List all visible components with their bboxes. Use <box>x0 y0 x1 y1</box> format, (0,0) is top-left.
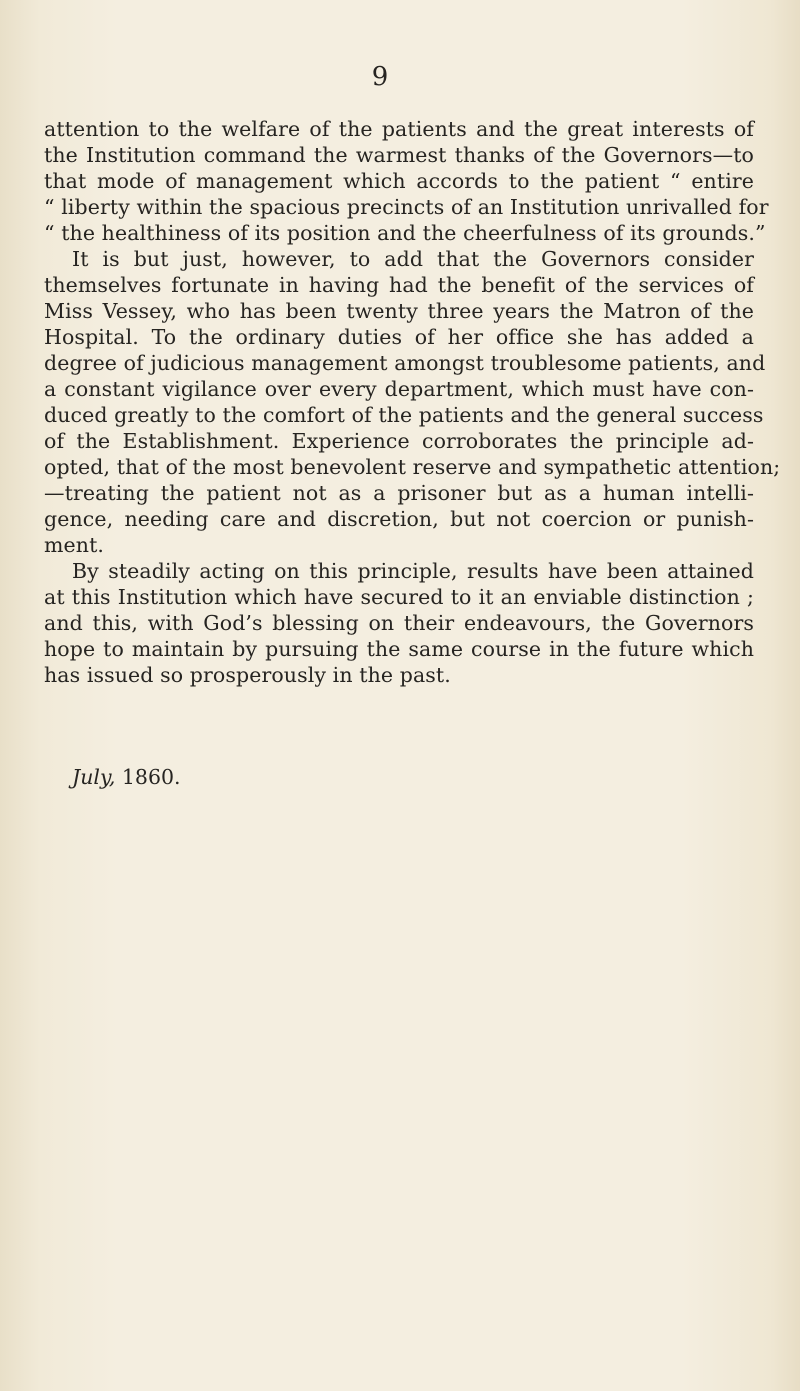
body-text <box>44 116 781 688</box>
text-line: degree of judicious management amongst troublesome patients, and <box>44 351 766 375</box>
text-line: hope to maintain by pursuing the same course in the future which <box>44 637 754 661</box>
date-month: July, <box>72 765 116 789</box>
text-line: has issued so prosperously in the past. <box>44 663 451 687</box>
text-line: “ the healthiness of its position and the cheerfulness of its grounds.” <box>44 221 766 245</box>
text-line: duced greatly to the comfort of the patients and the general success <box>44 403 764 427</box>
text-line: “ liberty within the spacious precincts of an Institution unrivalled for <box>44 195 769 219</box>
text-line: the Institution command the warmest thanks of the Governors—to <box>44 143 754 167</box>
dateline <box>72 764 181 790</box>
text-line: Miss Vessey, who has been twenty three years the Matron of the <box>44 299 754 323</box>
text-line: at this Institution which have secured to it an enviable distinction ; <box>44 585 754 609</box>
text-line: opted, that of the most benevolent reserve and sympathetic attention; <box>44 455 781 479</box>
text-line: gence, needing care and discretion, but not coercion or punish- <box>44 507 754 531</box>
text-line: that mode of management which accords to the patient “ entire <box>44 169 754 193</box>
text-line: a constant vigilance over every department, which must have con- <box>44 377 754 401</box>
text-line: themselves fortunate in having had the benefit of the services of <box>44 273 754 297</box>
text-line: attention to the welfare of the patients and the great interests of <box>44 117 754 141</box>
text-line: By steadily acting on this principle, results have been attained <box>72 559 754 583</box>
text-line: —treating the patient not as a prisoner but as a human intelli- <box>44 481 754 505</box>
page-number: 9 <box>371 62 389 92</box>
text-line: of the Establishment. Experience corroborates the principle ad- <box>44 429 754 453</box>
text-line: ment. <box>44 533 105 557</box>
text-line: It is but just, however, to add that the Governors consider <box>72 247 754 271</box>
text-line: and this, with God’s blessing on their endeavours, the Governors <box>44 611 754 635</box>
text-line: Hospital. To the ordinary duties of her office she has added a <box>44 325 754 349</box>
date-year: 1860. <box>121 765 181 789</box>
